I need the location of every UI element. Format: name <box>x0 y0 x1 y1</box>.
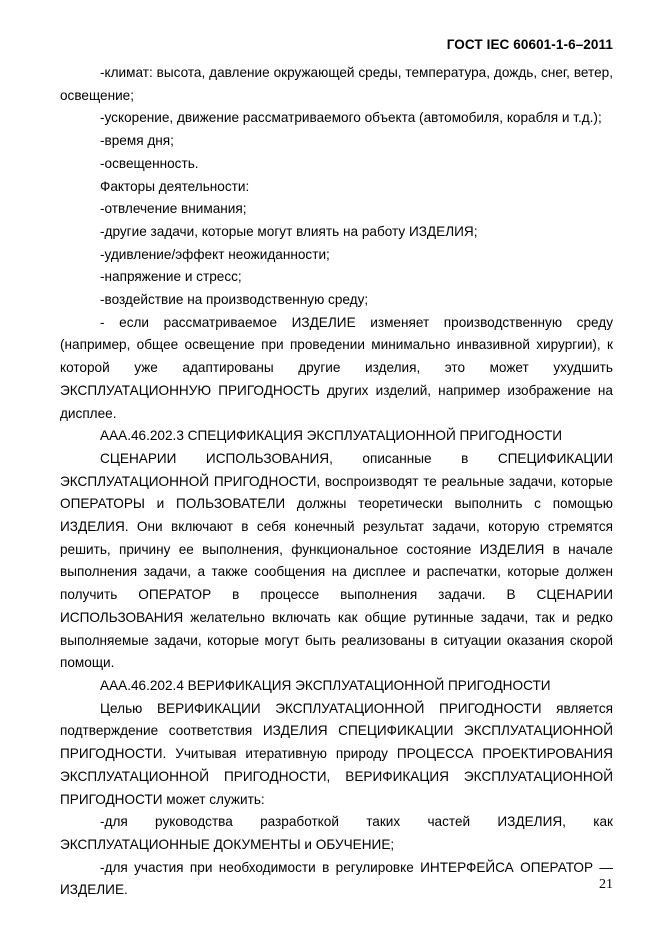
paragraph-other-tasks: -другие задачи, которые могут влиять на работу ИЗДЕЛИЯ; <box>100 223 478 239</box>
paragraph-environment-impact: -воздействие на производственную среду; <box>100 292 369 308</box>
paragraph-acceleration: -ускорение, движение рассматриваемого объекта (автомобиля, корабля и т.д.); <box>100 110 602 126</box>
paragraph-illumination: -освещенность. <box>100 155 199 171</box>
page-number: 21 <box>599 877 613 892</box>
paragraph-environment-change: - если рассматриваемое ИЗДЕЛИЕ изменяет производственную среду (например, общее освещение при проведении минимально инвазивной хирургии), к которой уже адаптированы другие изделия, это может ухудшить ЭКСПЛУАТАЦИОННУЮ ПРИГОДНОСТЬ других изделий, например изображение на дисплее. <box>60 314 613 421</box>
document-header: ГОСТ IEC 60601-1-6–2011 <box>446 37 613 52</box>
paragraph-surprise: -удивление/эффект неожиданности; <box>100 246 330 262</box>
paragraph-use-scenarios: СЦЕНАРИИ ИСПОЛЬЗОВАНИЯ, описанные в СПЕЦИФИКАЦИИ ЭКСПЛУАТАЦИОННОЙ ПРИГОДНОСТИ, воспроизводят те реальные задачи, которые ОПЕРАТОРЫ и ПОЛЬЗОВАТЕЛИ должны теоретически выполнить с помощью ИЗДЕЛИЯ. Они включают в себя конечный результат задачи, которую стремятся решить, причину ее выполнения, функциональное состояние ИЗДЕЛИЯ в начале выполнения задачи, а также сообщения на дисплее и распечатки, которые должен получить ОПЕРАТОР в процессе выполнения задачи. В СЦЕНАРИИ ИСПОЛЬЗОВАНИЯ желательно включать как общие рутинные задачи, так и редко выполняемые задачи, которые могут быть реализованы в ситуации оказания скорой помощи. <box>60 450 613 671</box>
section-heading-usability-specification: ААА.46.202.3 СПЕЦИФИКАЦИЯ ЭКСПЛУАТАЦИОННОЙ ПРИГОДНОСТИ <box>100 428 563 444</box>
paragraph-activity-factors: Факторы деятельности: <box>100 178 250 194</box>
paragraph-climate: -климат: высота, давление окружающей среды, температура, дождь, снег, ветер, освещение; <box>60 65 613 103</box>
paragraph-distraction: -отвлечение внимания; <box>100 201 247 217</box>
paragraph-stress: -напряжение и стресс; <box>100 269 242 285</box>
document-body <box>60 62 613 902</box>
paragraph-guide-development: -для руководства разработкой таких частей ИЗДЕЛИЯ, как ЭКСПЛУАТАЦИОННЫЕ ДОКУМЕНТЫ и ОБУЧЕНИЕ; <box>60 814 613 852</box>
section-heading-usability-verification: ААА.46.202.4 ВЕРИФИКАЦИЯ ЭКСПЛУАТАЦИОННОЙ ПРИГОДНОСТИ <box>100 677 551 693</box>
paragraph-verification-purpose: Целью ВЕРИФИКАЦИИ ЭКСПЛУАТАЦИОННОЙ ПРИГОДНОСТИ является подтверждение соответствия ИЗДЕЛИЯ СПЕЦИФИКАЦИИ ЭКСПЛУАТАЦИОННОЙ ПРИГОДНОСТИ. Учитывая итеративную природу ПРОЦЕССА ПРОЕКТИРОВАНИЯ ЭКСПЛУАТАЦИОННОЙ ПРИГОДНОСТИ, ВЕРИФИКАЦИЯ ЭКСПЛУАТАЦИОННОЙ ПРИГОДНОСТИ может служить: <box>60 700 613 807</box>
paragraph-time-of-day: -время дня; <box>100 133 174 149</box>
paragraph-interface-adjustment: -для участия при необходимости в регулировке ИНТЕРФЕЙСА ОПЕРАТОР — ИЗДЕЛИЕ. <box>60 859 613 898</box>
